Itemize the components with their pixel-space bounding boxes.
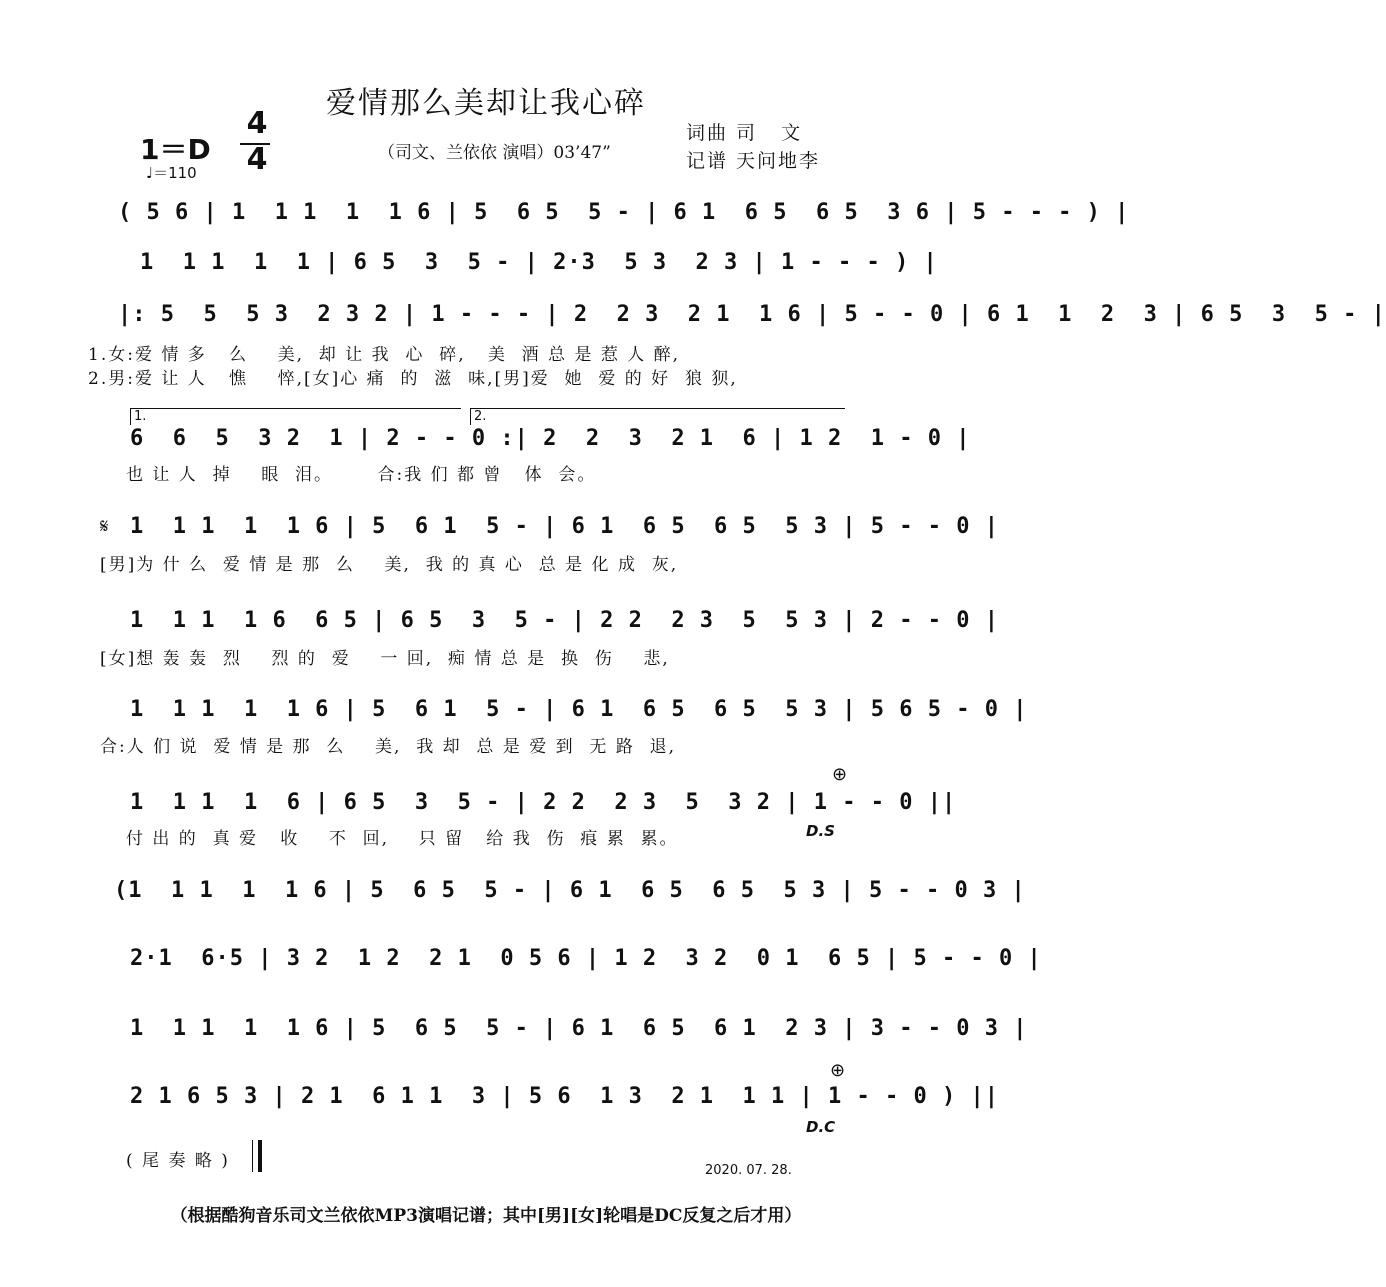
time-signature-top: 4 [246,106,268,141]
chorus-notes-2: 1 1 1 1 6 6 5 | 6 5 3 5 - | 2 2 2 3 5 5 3 | 2 - - 0 | [130,608,999,633]
segno-sign: 𝄋 [100,514,109,538]
chorus-notes-4: 1 1 1 1 6 | 6 5 3 5 - | 2 2 2 3 5 3 2 | 1 - - 0 || [130,790,957,815]
interlude-notes-1: (1 1 1 1 1 6 | 5 6 5 5 - | 6 1 6 5 6 5 5 3 | 5 - - 0 3 | [114,878,1026,903]
chorus-lyric-1: [男]为 什 么 爱 情 是 那 么 美, 我 的 真 心 总 是 化 成 灰, [100,555,679,575]
singers-line: （司文、兰依依 演唱）03’47” [378,143,611,163]
intro-line-1: ( 5 6 | 1 1 1 1 1 6 | 5 6 5 5 - | 6 1 6 5 6 5 3 6 | 5 - - - ) | [118,200,1130,225]
outro-note: ( 尾 奏 略 ) [126,1151,230,1171]
song-title: 爱情那么美却让我心碎 [326,86,646,121]
interlude-notes-3: 1 1 1 1 1 6 | 5 6 5 5 - | 6 1 6 5 6 1 2 3 | 3 - - 0 3 | [130,1016,1028,1041]
chorus-lyric-2: [女]想 轰 轰 烈 烈 的 爱 一 回, 痴 情 总 是 换 伤 悲, [100,649,670,669]
volta-bracket-2 [470,408,845,425]
interlude-notes-2: 2·1 6·5 | 3 2 1 2 2 1 0 5 6 | 1 2 3 2 0 1 6 5 | 5 - - 0 | [130,946,1042,971]
ds-marking: D.S [806,822,835,840]
final-thick-barline [258,1140,262,1172]
volta-bracket-1 [130,408,461,425]
volta-2-label: 2. [474,409,487,424]
interlude-notes-4: 2 1 6 5 3 | 2 1 6 1 1 3 | 5 6 1 3 2 1 1 1 | 1 - - 0 ) || [130,1084,999,1109]
verse-lyric-1: 1.女:爱 情 多 么 美, 却 让 我 心 碎, 美 酒 总 是 惹 人 醉, [88,345,681,365]
chorus-notes-1: 1 1 1 1 1 6 | 5 6 1 5 - | 6 1 6 5 6 5 5 3 | 5 - - 0 | [130,514,999,539]
lyricist-composer: 词曲 司 文 [686,122,803,144]
intro-line-2: 1 1 1 1 1 | 6 5 3 5 - | 2·3 5 3 2 3 | 1 - - - ) | [140,250,938,275]
footer-note: （根据酷狗音乐司文兰依依MP3演唱记谱；其中[男][女]轮唱是DC反复之后才用） [170,1206,802,1226]
time-signature-bottom: 4 [246,142,268,177]
key-signature: 1＝D [140,133,211,166]
chorus-notes-3: 1 1 1 1 1 6 | 5 6 1 5 - | 6 1 6 5 6 5 5 3 | 5 6 5 - 0 | [130,697,1028,722]
ending-notes: 6 6 5 3 2 1 | 2 - - 0 :| 2 2 3 2 1 6 | 1 2 1 - 0 | [130,426,971,451]
volta-1-label: 1. [134,409,147,424]
final-thin-barline [252,1140,253,1172]
chorus-lyric-4: 付 出 的 真 爱 收 不 回, 只 留 给 我 伤 痕 累 累。 [126,829,679,849]
dc-marking: D.C [806,1118,836,1136]
chorus-lyric-3: 合:人 们 说 爱 情 是 那 么 美, 我 却 总 是 爱 到 无 路 退, [100,737,677,757]
coda-sign-1: ⊕ [832,764,848,785]
transcriber: 记谱 天问地李 [686,150,821,172]
verse-lyric-2: 2.男:爱 让 人 憔 悴,[女]心 痛 的 滋 味,[男]爱 她 爱 的 好 狼 狈, [88,369,738,389]
coda-sign-2: ⊕ [830,1060,846,1081]
tempo-marking: ♩＝110 [146,164,197,182]
transcription-date: 2020. 07. 28. [705,1163,792,1178]
ending-lyric: 也 让 人 掉 眼 泪。 合:我 们 都 曾 体 会。 [126,465,597,485]
verse-notes: |: 5 5 5 3 2 3 2 | 1 - - - | 2 2 3 2 1 1 6 | 5 - - 0 | 6 1 1 2 3 | 6 5 3 5 - | [118,302,1386,327]
